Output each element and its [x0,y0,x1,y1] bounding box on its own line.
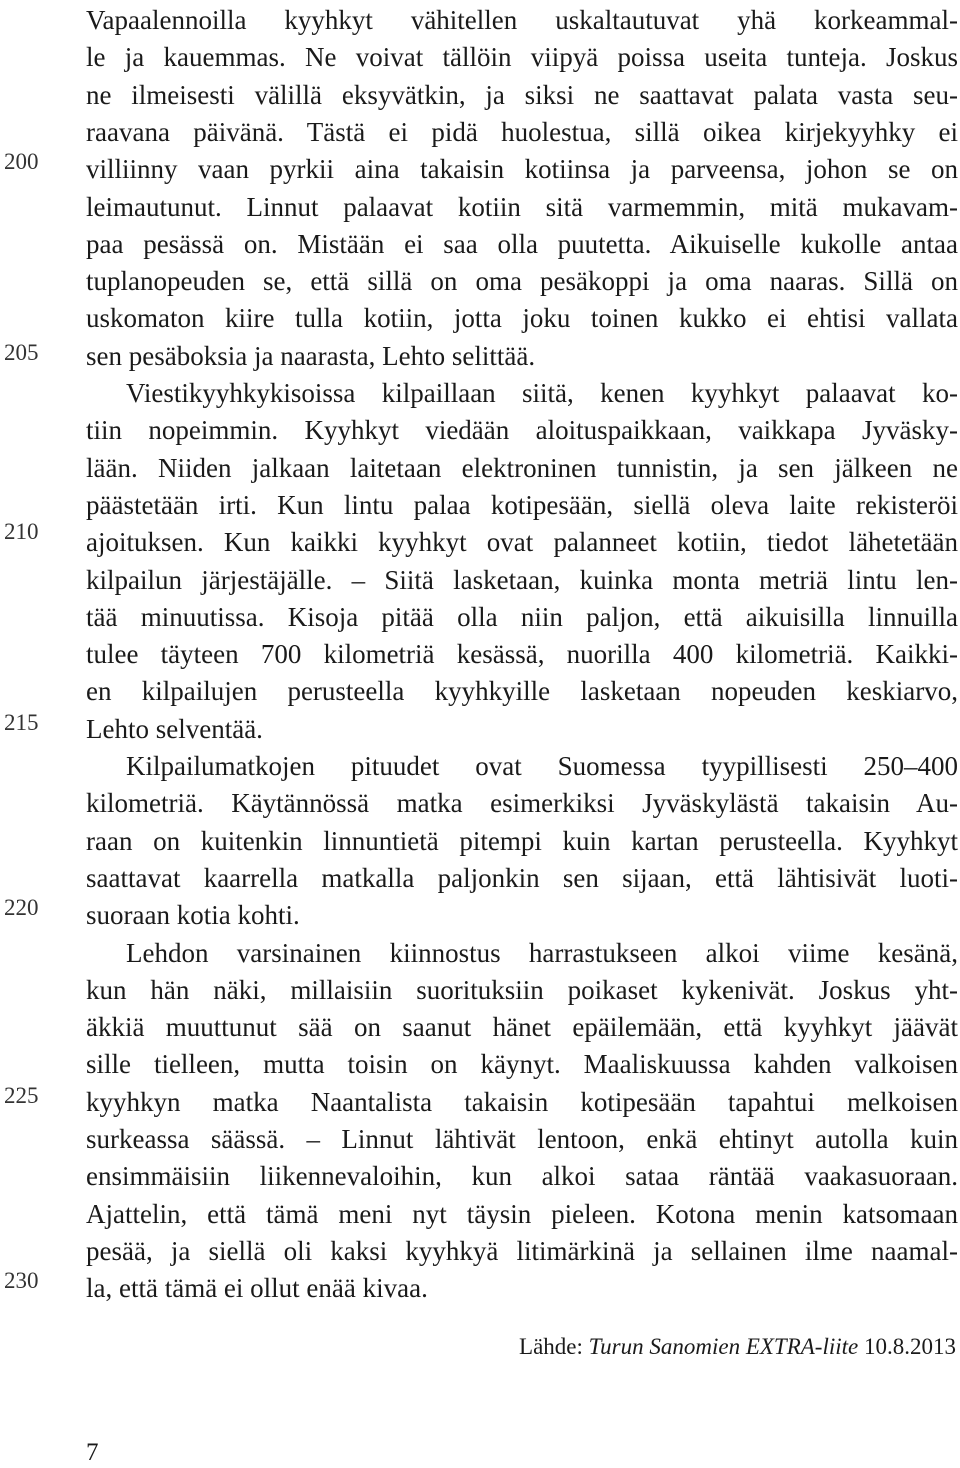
text-line: Lehdon varsinainen kiinnostus harrastukseen alkoi viime kesänä, [126,937,958,968]
text-line: kilometriä. Käytännössä matka esimerkiksi Jyväskylästä takaisin Au- [86,788,958,819]
text-line: Kilpailumatkojen pituudet ovat Suomessa tyypillisesti 250–400 [126,751,958,781]
text-line: uskomaton kiire tulla kotiin, jotta joku toinen kukko ei ehtisi vallata [86,303,958,334]
text-line: Lehto selventää. [86,713,263,744]
source-citation [519,1329,956,1365]
text-line: ajoituksen. Kun kaikki kyyhkyt ovat palanneet kotiin, tiedot lähetetään [86,527,958,558]
text-line: raavana päivänä. Tästä ei pidä huolestua, sillä oikea kirjekyyhky ei [86,116,958,147]
text-line: kun hän näki, millaisiin suorituksiin poikaset kykenivät. Joskus yht- [86,974,958,1005]
line-number: 215 [4,710,39,735]
page-number: 7 [86,1439,99,1466]
line-number: 230 [4,1268,39,1293]
line-number: 205 [4,340,39,365]
text-line: sille tielleen, mutta toisin on käynyt. Maaliskuussa kahden valkoisen [86,1049,958,1080]
text-line: villiinny vaan pyrkii aina takaisin kotiinsa ja parveensa, johon se on [86,154,958,185]
text-line: leimautunut. Linnut palaavat kotiin sitä varmemmin, mitä mukavam- [86,191,958,222]
text-line: Ajattelin, että tämä meni nyt täysin pieleen. Kotona menin katsomaan [86,1198,958,1229]
text-line: tulee täyteen 700 kilometriä kesässä, nuorilla 400 kilometriä. Kaikki- [86,639,958,670]
text-line: en kilpailujen perusteella kyyhkyille lasketaan nopeuden keskiarvo, [86,676,958,707]
text-line: sen pesäboksia ja naarasta, Lehto selittää. [86,340,536,371]
text-line: tiin nopeimmin. Kyyhkyt viedään aloituspaikkaan, vaikkapa Jyväsky- [86,415,958,446]
source-date: 10.8.2013 [858,1334,956,1359]
text-line: Viestikyyhkykisoissa kilpaillaan siitä, kenen kyyhkyt palaavat ko- [126,378,958,408]
line-number: 210 [4,519,39,544]
text-line: tää minuutissa. Kisoja pitää olla niin paljon, että aikuisilla linnuilla [86,601,958,632]
text-line: le ja kauemmas. Ne voivat tällöin viipyä poissa useita tunteja. Joskus [86,42,958,73]
text-line: surkeassa säässä. – Linnut lähtivät lentoon, enkä ehtinyt autolla kuin [86,1124,958,1154]
text-line: raan on kuitenkin linnuntietä pitempi kuin kartan perusteella. Kyyhkyt [86,825,958,856]
line-number: 200 [4,149,39,174]
text-line: kyyhkyn matka Naantalista takaisin kotipesään tapahtui melkoisen [86,1086,958,1117]
text-line: kilpailun järjestäjälle. – Siitä lasketaan, kuinka monta metriä lintu len- [86,564,958,595]
text-line: suoraan kotia kohti. [86,900,300,931]
text-line: tuplanopeuden se, että sillä on oma pesäkoppi ja oma naaras. Sillä on [86,266,958,297]
text-line: ensimmäisiin liikennevaloihin, kun alkoi sataa räntää vaakasuoraan. [86,1161,958,1192]
text-line: päästetään irti. Kun lintu palaa kotipesään, siellä oleva laite rekisteröi [86,489,958,520]
text-line: lään. Niiden jalkaan laitetaan elektroninen tunnistin, ja sen jälkeen ne [86,452,958,483]
text-line: la, että tämä ei ollut enää kivaa. [86,1273,428,1304]
source-publication: Turun Sanomien EXTRA-liite [588,1334,859,1359]
text-line: pesää, ja siellä oli kaksi kyyhkyä litimärkinä ja sellainen ilme naamal- [86,1235,958,1266]
text-line: saattavat kaarrella matkalla paljonkin sen sijaan, että lähtisivät luoti- [86,862,958,893]
text-line: äkkiä muuttunut sää on saanut hänet epäilemään, että kyyhkyt jäävät [86,1012,958,1043]
source-prefix: Lähde: [519,1334,589,1359]
text-line: Vapaalennoilla kyyhkyt vähitellen uskaltautuvat yhä korkeammal- [86,5,958,35]
text-line: paa pesässä on. Mistään ei saa olla puutetta. Aikuiselle kukolle antaa [86,228,958,259]
line-number: 225 [4,1083,39,1108]
line-number: 220 [4,895,39,920]
text-line: ne ilmeisesti välillä eksyvätkin, ja siksi ne saattavat palata vasta seu- [86,79,958,110]
